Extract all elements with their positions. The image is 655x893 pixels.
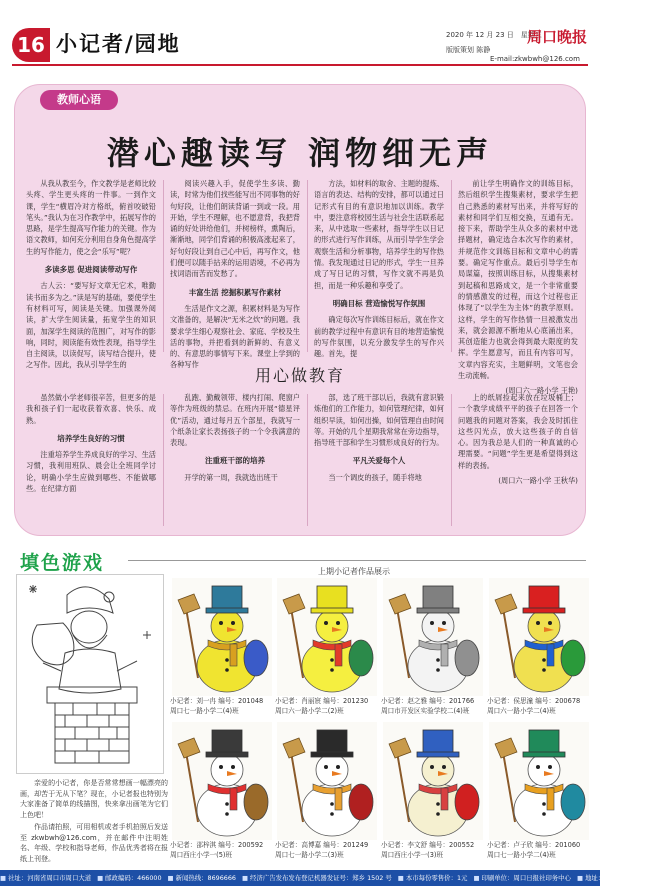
santa-chimney-illustration	[17, 575, 163, 773]
article-column-2	[170, 178, 300, 370]
paragraph: 阅读兴趣入手，促使学生多读、勤读，时常为他们找些能写出不同事物的好句好段，让他们朗读背诵一到或一段。用开始，学生不理解，也不愿意背，我把背诵的好处讲给他们，并树榜样，熏陶后，渐渐地，同学们背诵的积极高涨起来了，好句好段让到自己心中后，再写作文，他们便可以随手拈来的运用语境，不必再为找词语而苦而发愁了。	[170, 179, 300, 279]
paragraph: 注重培养学生养成良好的学习、生活习惯，我利用班队、晨会让全班同学讨论，明确小学生应做到哪些、不能做哪些。在纪律方面	[26, 450, 156, 494]
artwork-card	[487, 722, 591, 872]
article-2-column-3	[314, 392, 444, 528]
artwork-caption	[487, 840, 593, 860]
school-line: 周口七一路小学二(4)班	[170, 707, 239, 715]
issue-date: 2020 年 12 月 23 日 星期三	[446, 31, 542, 39]
paragraph: 开学的第一周，我就选出班干	[184, 472, 278, 482]
editor-credit: 版版策划 陈静	[446, 46, 491, 54]
artwork-caption	[275, 840, 381, 860]
page-footer	[0, 870, 649, 886]
snowman-artwork	[277, 722, 377, 840]
snowman-artwork	[383, 722, 483, 840]
footer-item: ■ 本市每份零售价：1元	[398, 874, 468, 882]
article-column-1	[26, 178, 156, 370]
author-line: 小记者：卢子欣 编号：201060	[487, 841, 581, 849]
author-line: 小记者：李文舒 编号：200552	[381, 841, 475, 849]
author-line: 小记者：肖丽宸 编号：201230	[275, 697, 369, 705]
section-divider	[128, 560, 586, 561]
paragraph: 虽然做小学老师很辛苦，但更多的是我和孩子们一起收获着欢喜、快乐、成熟。	[26, 393, 156, 425]
snowman-artwork	[172, 722, 272, 840]
game-instructions	[20, 778, 168, 866]
article-2-headline: 用心做教育	[254, 366, 345, 385]
game-section-title: 填色游戏	[20, 552, 105, 574]
author-signature: (周口六一路小学 王艳)	[505, 386, 578, 396]
author-line: 小记者：赵之雅 编号：201766	[381, 697, 475, 705]
footer-item: ■ 印刷单位：周口日报社印务中心	[473, 874, 571, 882]
artwork-card	[170, 578, 274, 728]
footer-item: ■ 经济广告发布发布登记机器发证号：郑乡 1502 号	[242, 874, 392, 882]
school-line: 周口七一路小学二(3)班	[275, 851, 344, 859]
artwork-caption	[170, 840, 276, 860]
subheading: 多读多思 促进阅读带动写作	[44, 265, 138, 275]
column-tag: 教师心语	[40, 90, 118, 110]
artwork-card	[275, 578, 379, 728]
article-headline: 潜心趣读写 润物细无声	[106, 134, 494, 172]
paragraph: 前让学生明确作文的训练目标，然后组织学生搜集素材，要求学生把自己熟悉的素材写出来，并将写好的素材和同学们互相交换，互通有无。接下来，帮助学生从众多的素材中选择题材，确定选合本次写作的素材，并规范作文训练目标和文章中心的需要。确定写作重点。最后引导学生布局谋篇，按照训练目标，从搜集素材到起稿和思路成文，是一个非常重要的情感激发的过程，而这个过程也正体现了“以学生为主体”的教学原则。这样，学生的写作热情一旦被激发出来，就会源源不断地从心底涌出来，其创造能力也就会得到最大限度的发挥。学生愿意写，而且有内容可写，文章内容充实，主题鲜明，文笔也会生动流畅。	[458, 179, 578, 381]
paragraph: 方法，如材料的取舍、主题的提炼、语言的表达、结构的安排，都可以通过日记形式有目的有意识地加以训练。教学中，要注意将校园生活与社会生活联系起来，从中选取一些素材，指导学生以日记的形式进行写作训练，从而引导学生学会观察生活和分析事物，培养学生的写作热情。我发现通过日记的形式，学生一旦养成了写日记的习惯，写作文就不再是负担，而是一种乐趣和享受了。	[314, 179, 444, 290]
school-line: 周口西庄小学一(5)班	[170, 851, 233, 859]
article-column-3	[314, 178, 444, 359]
paragraph: 生活是作文之源，积累材料是为写作文准备的，是解决“无米之炊”的问题。我要求学生细心观察社会、家庭、学校及生活的事物，并把看到的新鲜的、有意义的、有意思的事情写下来。课堂上学到的各种写作	[170, 303, 300, 370]
column-divider	[307, 394, 308, 526]
author-signature: (周口六一路小学 王秋华)	[498, 476, 578, 486]
article-2-column-2	[170, 392, 300, 528]
snowman-artwork	[172, 578, 272, 696]
author-line: 小记者：高博嘉 编号：201249	[275, 841, 369, 849]
column-divider	[307, 180, 308, 352]
author-line: 小记者：刘一冉 编号：201048	[170, 697, 264, 705]
page-number: 16	[12, 28, 50, 62]
footer-item: ■ 新闻热线：8696666	[168, 874, 236, 882]
section-title: 小记者/园地	[56, 31, 181, 56]
paragraph: 古人云：“要写好文章无它术，唯勤读书而多为之。”读是写的基础，要使学生有材料可写，阅读是关键。加强课外阅读，扩大学生阅读量，拓宽学生的知识面，加深学生阅读的范围广，对写作的影响，同时，阅读能有效性表现，指导学生自主阅读，以读促写，读写结合提升，使之写作。因此，我从引导学生的	[26, 281, 156, 370]
footer-item: ■ 社址：河南省周口市周口大道	[0, 874, 91, 882]
artwork-card	[381, 722, 485, 872]
column-divider	[451, 394, 452, 526]
snowman-artwork	[489, 578, 589, 696]
paragraph: 乱跑、勤戴领带、楼内打闹、爬窗户等作为班级的禁忌。在班内开展“德星评优”活动，通过每月五个部星，我就写一个纸条让家长表扬孩子的一个令我满意的表现。	[170, 393, 300, 448]
article-column-4	[458, 178, 578, 396]
snowman-artwork	[383, 578, 483, 696]
article-2-column-4	[458, 392, 578, 528]
subheading: 注重班干部的培养	[205, 456, 265, 466]
paragraph: 上的纸屑捡起来放在垃圾桶上；一个教学成绩平平的孩子在回答一个问题我的问题对答案，我会及时抓住这些闪光点，放大这些孩子的自信心。因为我总是人们的一种真诚的心理需要。“问题”学生更是希望得到这样的表扬。	[458, 393, 578, 470]
school-line: 周口市开发区实验学校二(4)班	[381, 707, 470, 715]
author-line: 小记者：侯思潼 编号：200678	[487, 697, 581, 705]
line-drawing	[16, 574, 164, 774]
snowman-artwork	[277, 578, 377, 696]
column-divider	[163, 180, 164, 352]
school-line: 周口六一路小学二(2)班	[275, 707, 344, 715]
artwork-caption	[275, 696, 381, 716]
school-line: 周口六一路小学二(4)班	[487, 707, 556, 715]
column-divider	[451, 180, 452, 352]
footer-item: ■ 邮政编码：466000	[97, 874, 161, 882]
subheading: 明确目标 营造愉悦写作氛围	[332, 298, 426, 308]
subheading: 平凡关爱每个人	[352, 456, 406, 466]
artwork-caption	[381, 696, 487, 716]
masthead	[0, 0, 600, 70]
artwork-card	[275, 722, 379, 872]
artwork-card	[170, 722, 274, 872]
artwork-caption	[170, 696, 276, 716]
artwork-card	[381, 578, 485, 728]
paragraph: 部，选了班干部以后，我就有意识锻炼他们的工作能力，如何管理纪律，如何组织早读，如何出操，如何管理自由时间等。开始的几个星期我常常在旁边指导，指导班干部和学生习惯形成良好的行为。	[314, 393, 444, 448]
artwork-caption	[487, 696, 593, 716]
author-line: 小记者：邵梓淇 编号：200592	[170, 841, 264, 849]
paragraph: 作品请拍照，可用相机或者手机拍照后发送至 zkwbwh@126.com，并在邮件中注明姓名、年级、学校和指导老师，作品优秀者将在报纸上刊登。	[20, 823, 168, 863]
paragraph: 从我从教至今，作文教学是老师比较头疼、学生更头疼的一件事。一到作文课，学生“横眉冷对方格纸，俯首咬破铅笔头。”我认为在习作教学中，拓展写作的思路，是学生提高写作能力的关键。作为语文教师，如何充分利用自身角色提高学生的写作能力，使之会“乐写”呢？	[26, 179, 156, 256]
paragraph: 亲爱的小记者，你是否常常想画一幅漂亮的画，却苦于无从下笔？现在，小记者报也特别为大家准备了简单的线描图，快来拿出画笔为它们上色吧！	[20, 779, 168, 819]
school-line: 周口西庄小学一(3)班	[381, 851, 444, 859]
paragraph: 当一个调皮的孩子，随手将地	[328, 472, 422, 482]
header-divider	[12, 64, 588, 66]
contact-email: E-mail:zkwbwh@126.com	[490, 55, 580, 63]
school-line: 周口七一路小学二(4)班	[487, 851, 556, 859]
paper-logo: 周口晚报	[527, 28, 588, 46]
artwork-caption	[381, 840, 487, 860]
subheading: 培养学生良好的习惯	[57, 433, 125, 443]
article-2-column-1	[26, 392, 156, 528]
subheading: 丰富生活 挖掘积累写作素材	[188, 287, 282, 297]
column-divider	[163, 394, 164, 526]
paragraph: 确定每次写作训练目标后，就在作文前的教学过程中有意识有目的地营造愉悦的写作氛围，以充分激发学生的写作兴趣。首先，提	[314, 315, 444, 359]
footer-item: ■ 地址：周口日报社院内	[577, 874, 649, 882]
artwork-card	[487, 578, 591, 728]
snowman-artwork	[489, 722, 589, 840]
gallery-title: 上期小记者作品展示	[318, 567, 390, 576]
